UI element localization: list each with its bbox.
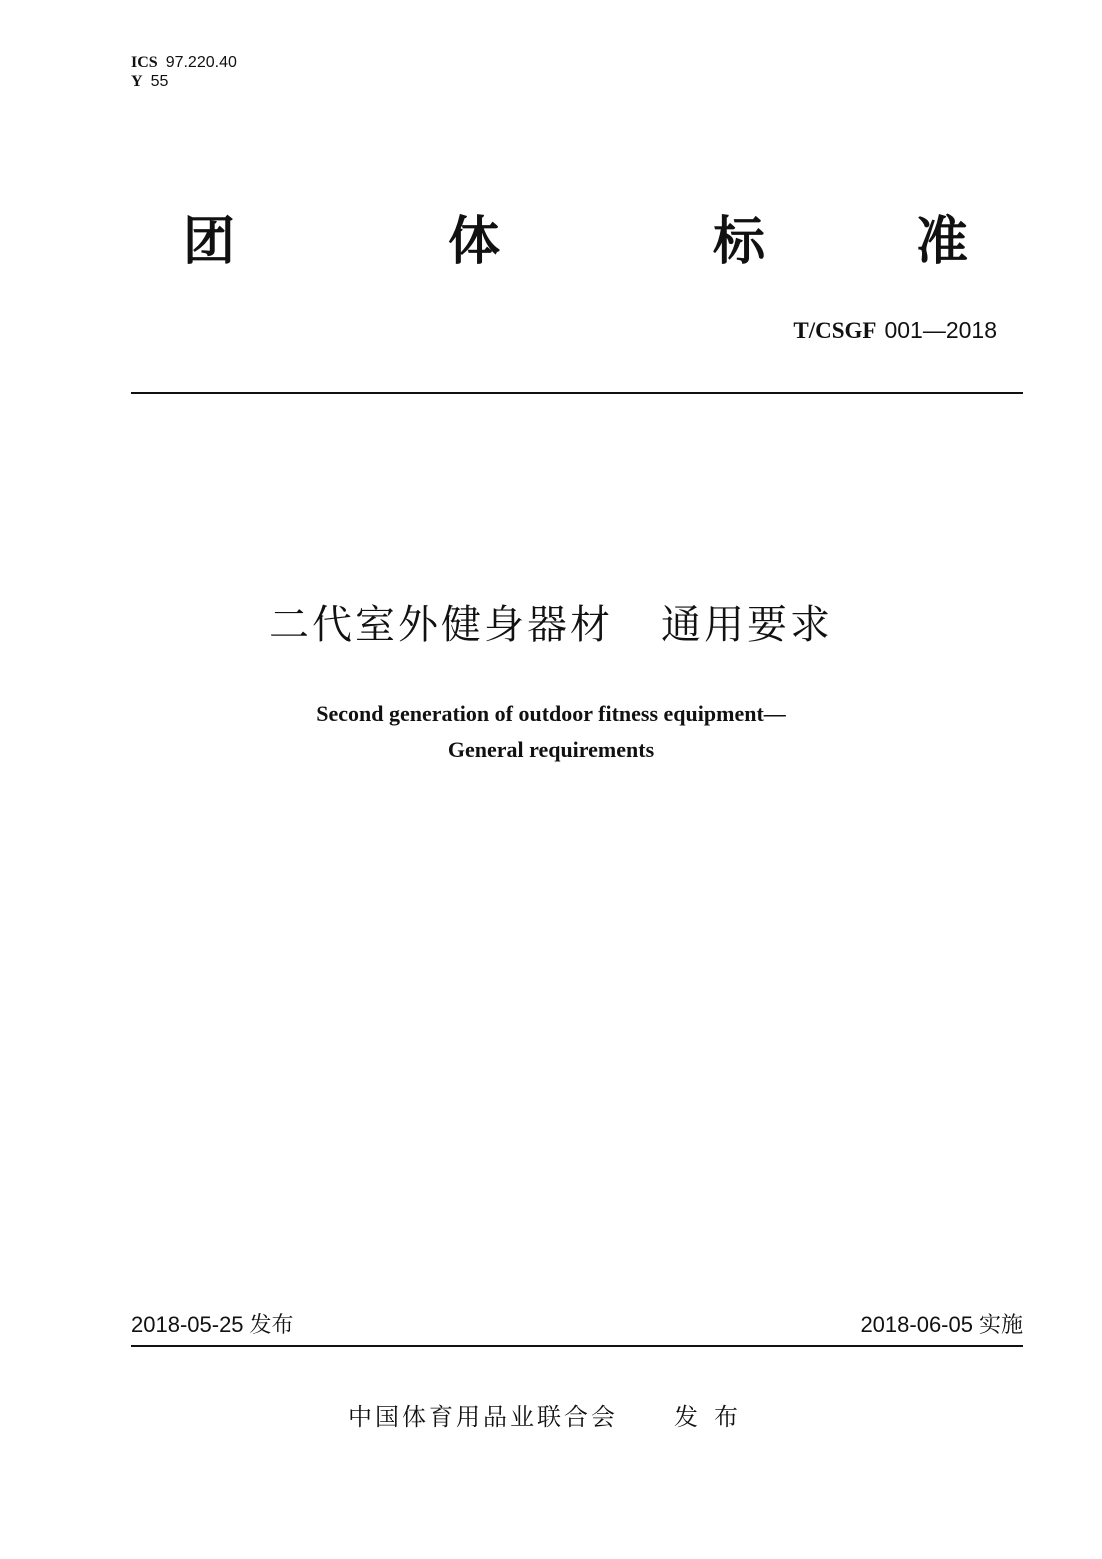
ics-code: 97.220.40: [165, 54, 237, 71]
ccs-code: 55: [150, 73, 169, 90]
ics-label: ICS: [131, 54, 158, 71]
release-date-label: 发布: [249, 1313, 294, 1338]
header-char-3: 标: [713, 212, 766, 272]
title-en-line-1: Second generation of outdoor fitness equipment—: [316, 701, 786, 726]
implement-date: [860, 1310, 1023, 1341]
release-date-value: 2018-05-25: [131, 1312, 244, 1337]
publisher-action: 发布: [674, 1403, 754, 1431]
header-char-4: 准: [916, 212, 969, 272]
document-title-cn: [0, 600, 1102, 650]
standard-prefix: T/CSGF: [793, 318, 877, 343]
standard-number: [793, 316, 997, 345]
implement-date-value: 2018-06-05: [860, 1312, 973, 1337]
title-cn-main: 二代室外健身器材: [269, 602, 613, 648]
publisher-line: [0, 1402, 1102, 1432]
header-divider: [131, 392, 1023, 394]
header-char-2: 体: [448, 212, 501, 272]
title-en-line-2: General requirements: [447, 737, 655, 762]
header-char-1: 团: [183, 212, 236, 272]
ccs-classification: [131, 73, 168, 91]
ics-classification: [131, 54, 237, 72]
ccs-label: Y: [131, 73, 143, 90]
standard-code: 001—2018: [884, 317, 997, 343]
footer-divider: [131, 1345, 1023, 1347]
title-cn-sub: 通用要求: [661, 602, 833, 648]
implement-date-label: 实施: [978, 1313, 1023, 1338]
release-date: [131, 1310, 294, 1341]
publisher-name: 中国体育用品业联合会: [348, 1403, 618, 1431]
